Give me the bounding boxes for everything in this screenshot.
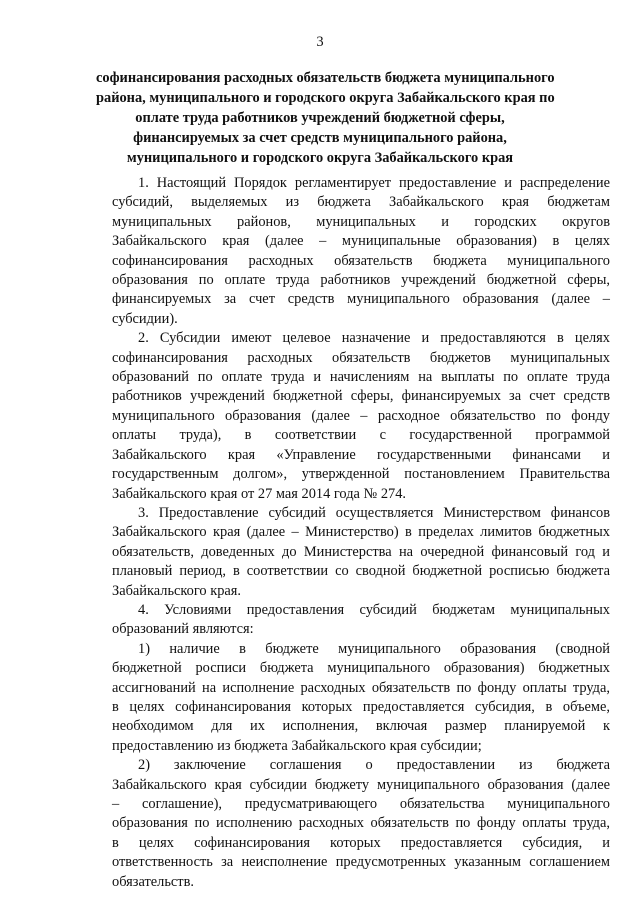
heading-line: оплате труда работников учреждений бюджетной сферы, (135, 110, 505, 126)
text-line: 1) наличие в бюджете муниципального образования (сводной (138, 640, 610, 657)
text-line: ассигнований на исполнение расходных обязательств по фонду оплаты труда, (112, 679, 610, 696)
text-line: 1. Настоящий Порядок регламентирует предоставление и распределение (138, 175, 610, 191)
text-line: 2. Субсидии имеют целевое назначение и предоставляются в целях (138, 330, 610, 347)
section-heading (96, 68, 555, 168)
text-line: 4. Условиями предоставления субсидий бюджетам муниципальных (138, 601, 610, 618)
text-line: Забайкальского края (далее – Министерство) в пределах лимитов бюджетных (112, 524, 610, 541)
text-line: обязательств. (112, 873, 194, 890)
text-line: государственным долгом», утвержденной постановлением Правительства (112, 466, 610, 483)
text-line: Забайкальского края. (112, 582, 242, 599)
list-item-2 (112, 756, 610, 892)
heading-line: района, муниципального и городского округа Забайкальского края по (96, 90, 555, 106)
text-line: оплаты труда), в соответствии с государственной программой (112, 427, 610, 444)
heading-line: софинансирования расходных обязательств бюджета муниципального (96, 70, 555, 86)
text-line: плановый период, в соответствии со сводной бюджетной росписью бюджета (112, 563, 610, 580)
text-line: образования по исполнению расходных обязательств по фонду оплаты труда, (112, 815, 610, 832)
paragraph-2 (112, 329, 610, 504)
text-line: Забайкальского края субсидии бюджету муниципального образования (далее (112, 776, 610, 793)
paragraph-4 (112, 601, 610, 640)
text-line: обязательств, доведенных до Министерства на очередной финансовый год и (112, 543, 610, 560)
text-line: в целях софинансирования которых предоставляется субсидия, и (112, 834, 610, 851)
text-line: предоставлению из бюджета Забайкальского края субсидии; (112, 737, 482, 754)
text-line: в целях софинансирования которых предоставляется субсидия, в объеме, (112, 698, 610, 715)
text-line: – соглашение), предусматривающего обязательства муниципального (112, 796, 610, 812)
text-line: 3. Предоставление субсидий осуществляется Министерством финансов (138, 504, 610, 521)
paragraph-3 (112, 504, 610, 601)
text-line: софинансирования расходных обязательств бюджетов муниципальных (112, 349, 610, 366)
heading-line: финансируемых за счет средств муниципального района, (133, 130, 507, 146)
body-text (112, 174, 610, 892)
list-item-1 (112, 640, 610, 756)
text-line: образований являются: (112, 621, 254, 638)
text-line: субсидий, выделяемых из бюджета Забайкальского края бюджетам (112, 194, 610, 211)
text-line: 2) заключение соглашения о предоставлении из бюджета (138, 757, 610, 774)
text-line: ответственность за неисполнение предусмотренных указанным соглашением (112, 854, 610, 871)
text-line: бюджетной росписи бюджета муниципального образования) бюджетных (112, 660, 610, 677)
text-line: Забайкальского края от 27 мая 2014 года № 274. (112, 485, 407, 502)
page-number: 3 (316, 34, 324, 50)
text-line: необходимом для их исполнения, включая размер планируемой к (112, 718, 610, 735)
text-line: Забайкальского края «Управление государственными финансами и (112, 446, 610, 463)
heading-line: муниципального и городского округа Забайкальского края (126, 150, 514, 166)
text-line: софинансирования расходных обязательств бюджета муниципального (112, 252, 610, 269)
text-line: финансируемых за счет средств муниципального образования (далее – (112, 291, 610, 308)
text-line: муниципальных районов, муниципальных и городских округов (112, 213, 610, 230)
text-line: Забайкальского края (далее – муниципальные образования) в целях (112, 233, 610, 250)
text-line: муниципального образования (далее – расходное обязательство по фонду (112, 407, 610, 424)
text-line: образований по оплате труда и начислениям на выплаты по оплате труда (112, 369, 610, 386)
text-line: субсидии). (112, 310, 178, 327)
text-line: образования по оплате труда работников учреждений бюджетной сферы, (112, 272, 610, 289)
paragraph-1 (112, 174, 610, 329)
text-line: работников учреждений бюджетной сферы, финансируемых за счет средств (112, 388, 610, 405)
